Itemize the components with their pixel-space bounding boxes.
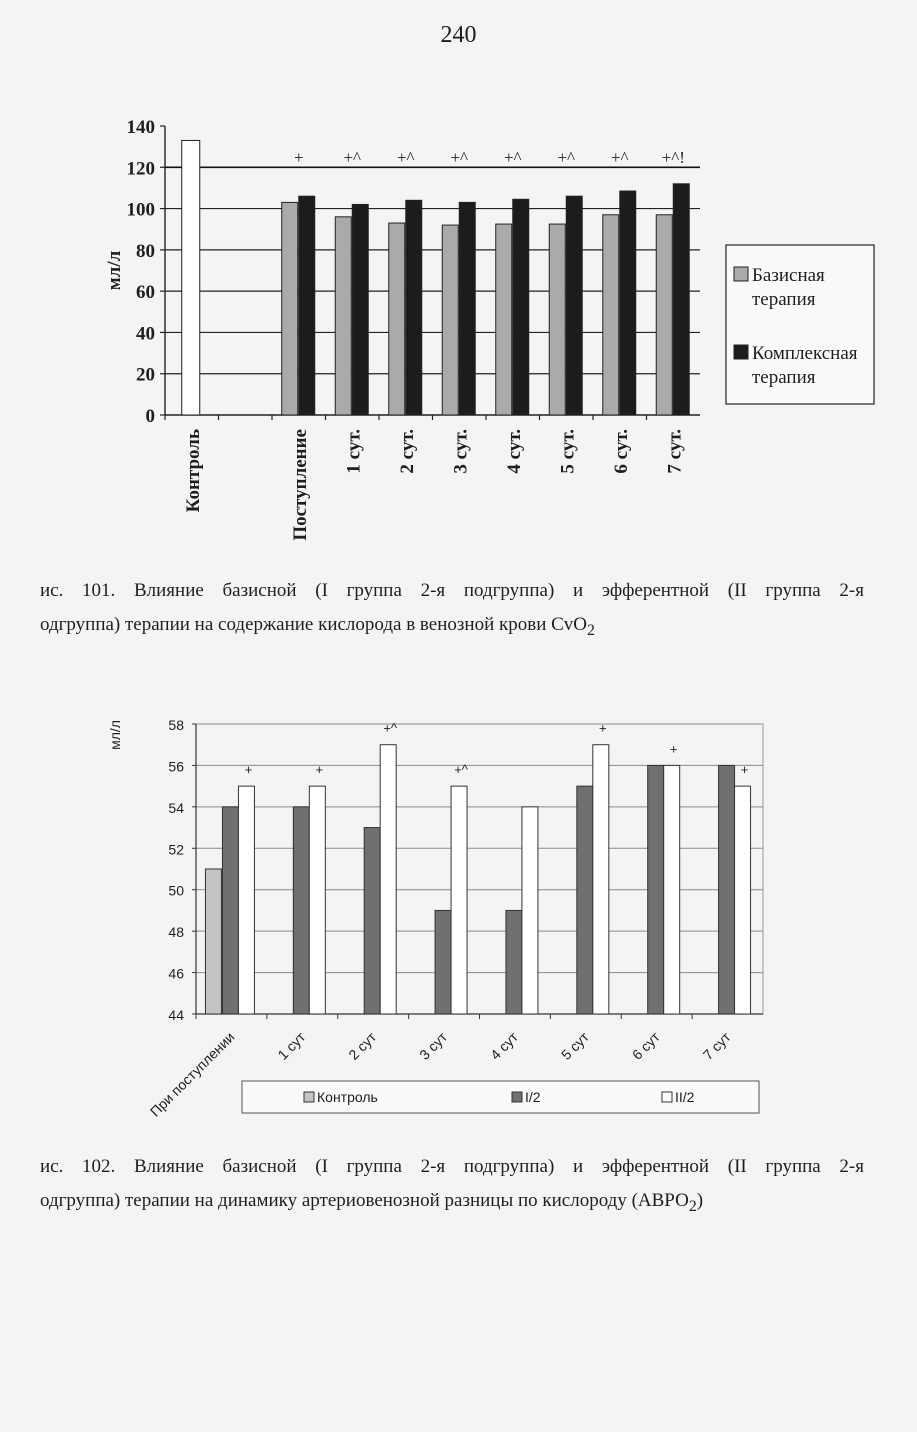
bar — [293, 807, 309, 1014]
x-tick-label: 2 сут. — [396, 429, 418, 474]
legend-label: Комплексная — [752, 343, 858, 364]
y-tick-label: 48 — [168, 924, 184, 941]
bar — [648, 765, 664, 1014]
x-tick-label: Контроль — [182, 429, 204, 513]
y-tick-label: 52 — [168, 841, 184, 858]
bar — [577, 786, 593, 1014]
bar — [309, 786, 325, 1014]
significance-mark: + — [315, 762, 324, 778]
x-tick-label: 7 сут — [699, 1028, 734, 1063]
y-tick-label: 58 — [168, 717, 184, 733]
bar — [451, 786, 467, 1014]
x-tick-label: При поступлении — [146, 1028, 238, 1120]
significance-mark: +^ — [610, 148, 629, 167]
caption-text: ) — [696, 1190, 704, 1211]
caption-line: ис. 101. Влияние базисной (I группа 2-я подгруппа) и эфферентной (II группа 2-я — [40, 580, 864, 601]
y-tick-label: 46 — [168, 965, 184, 982]
caption-line — [40, 1184, 864, 1224]
y-tick-label: 0 — [145, 406, 155, 427]
caption-text: одгруппа) терапии на содержание кислорода в венозной крови CvO — [40, 614, 588, 635]
legend-swatch — [304, 1092, 314, 1102]
bar — [222, 807, 238, 1014]
y-tick-label: 60 — [136, 282, 155, 304]
legend-label: Базисная — [752, 265, 825, 286]
x-tick-label: 1 сут — [274, 1028, 309, 1063]
y-tick-label: 40 — [136, 323, 155, 345]
legend-label: терапия — [752, 367, 816, 388]
page-number: 240 — [440, 22, 477, 48]
caption-text: одгруппа) терапии на динамику артериовенозной разницы по кислороду (АВРО — [40, 1190, 689, 1211]
caption-subscript: 2 — [587, 621, 595, 639]
x-tick-label: 5 сут. — [557, 429, 579, 474]
x-tick-label: 4 сут — [487, 1028, 522, 1063]
significance-mark: + — [244, 762, 253, 778]
x-tick-label: 7 сут. — [664, 429, 686, 474]
y-tick-label: 140 — [126, 117, 155, 138]
y-tick-label: 100 — [126, 199, 155, 221]
x-tick-label: Поступление — [289, 429, 311, 541]
significance-mark: + — [669, 741, 678, 757]
x-tick-label: 2 сут — [345, 1028, 380, 1063]
y-tick-label: 120 — [126, 158, 155, 180]
significance-mark: + — [599, 720, 607, 736]
y-tick-label: 56 — [168, 758, 184, 775]
significance-mark: +^ — [450, 148, 469, 167]
significance-mark: + — [740, 762, 749, 778]
x-tick-label: 6 сут — [628, 1028, 663, 1063]
bar — [522, 807, 538, 1014]
bar — [719, 765, 735, 1014]
bar — [735, 786, 751, 1014]
legend-swatch — [512, 1092, 522, 1102]
legend-label: I/2 — [525, 1089, 541, 1105]
legend-label: II/2 — [675, 1089, 695, 1105]
figure-caption-102 — [40, 1150, 864, 1224]
significance-mark: +^ — [557, 148, 576, 167]
bar — [238, 786, 254, 1014]
y-tick-label: 20 — [136, 364, 155, 386]
significance-mark: +^ — [383, 720, 398, 736]
y-tick-label: 50 — [168, 882, 184, 899]
y-tick-label: 54 — [168, 799, 184, 816]
legend-label: терапия — [752, 289, 816, 310]
bar — [593, 745, 609, 1014]
significance-mark: +^ — [503, 148, 522, 167]
bar — [380, 745, 396, 1014]
caption-subscript: 2 — [688, 1197, 697, 1215]
bar — [364, 828, 380, 1014]
bar — [664, 765, 680, 1014]
significance-mark: +^! — [661, 148, 685, 167]
legend-label: Контроль — [317, 1089, 378, 1105]
y-axis-label: мл/л — [104, 250, 125, 291]
y-axis-label: мл/л — [107, 720, 123, 750]
legend-swatch — [662, 1092, 672, 1102]
x-tick-label: 6 сут. — [610, 429, 632, 474]
significance-mark: +^ — [396, 148, 415, 167]
x-tick-label: 5 сут — [557, 1028, 592, 1063]
x-tick-label: 1 сут. — [343, 429, 365, 474]
significance-mark: +^ — [454, 762, 468, 778]
x-tick-label: 3 сут — [416, 1028, 451, 1063]
x-tick-label: 3 сут. — [450, 429, 472, 474]
bar — [435, 910, 451, 1014]
significance-mark: + — [293, 148, 304, 167]
x-tick-label: 4 сут. — [503, 429, 525, 474]
bar — [506, 910, 522, 1014]
bar — [205, 869, 221, 1014]
y-tick-label: 44 — [168, 1007, 184, 1023]
y-tick-label: 80 — [136, 240, 155, 262]
caption-line: ис. 102. Влияние базисной (I группа 2-я подгруппа) и эфферентной (II группа 2-я — [40, 1156, 864, 1177]
significance-mark: +^ — [343, 148, 362, 167]
